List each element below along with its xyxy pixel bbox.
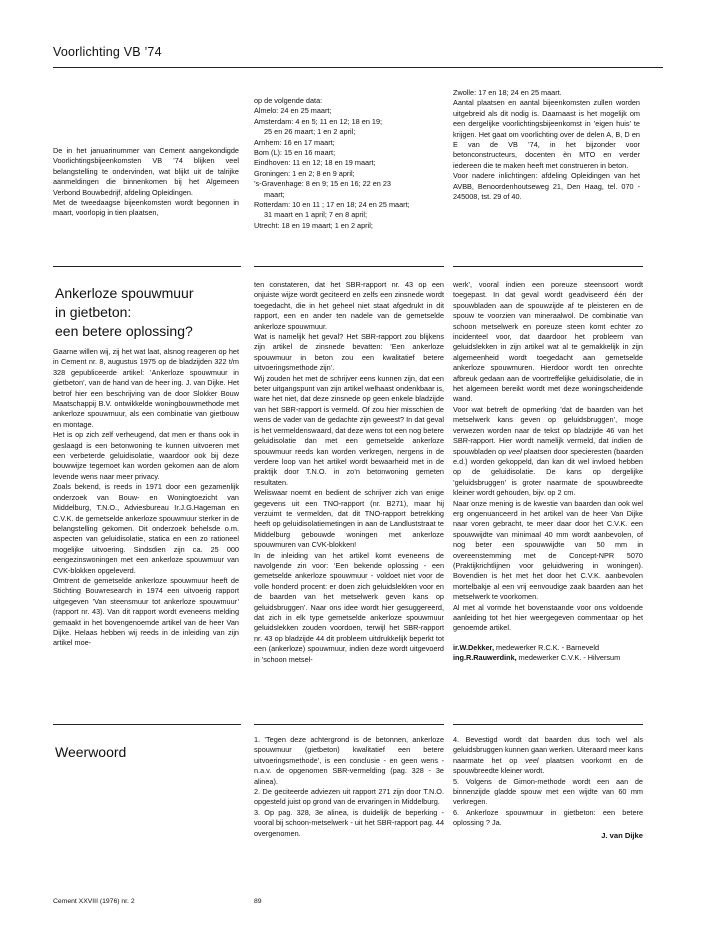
- article-col3-para-1: werk’, vooral indien een poreuze steensoort wordt toegepast. In dat geval wordt geadviseerd één der spouwbladen aan de spouwzijde af te pleisteren en de spouw te voorzien van mineraalwol. De combinatie van schoon metselwerk en poreuze steen komt echter zo incidenteel voor, dat daardoor het probleem van geluidslekken in zijn artikel wat al te gemakkelijk in zijn algemeenheid wordt toegedacht aan gemetselde ankerloze spouwmuren. Hierdoor wordt ten onrechte afbreuk gedaan aan de voortreffelijke geluidisolatie, die in het algemeen bereikt wordt met deze woningscheidende wand.: [453, 280, 643, 404]
- dates-intro: op de volgende data:: [254, 96, 323, 105]
- date-utrecht: Utrecht: 18 en 19 maart; 1 en 2 april;: [254, 220, 373, 230]
- top-column-3: [453, 88, 640, 202]
- date-gravenhage: ’s-Gravenhage: 8 en 9; 15 en 16; 22 en 23: [254, 179, 391, 189]
- top-col3-para-2: Aantal plaatsen en aantal bijeenkomsten zullen worden uitgebreid als dit nodig is. Daarnaast is het mogelijk om een dergelijke voorlichtingsbijeenkomst in ’eigen huis’ te krijgen. Het gaat om voorlichting over de delen A, B, D en E van de VB ’74, in het bijzonder voor betonconstructeurs, docenten èn MTO en verder iedereen die te maken heeft met construeren in beton.: [453, 98, 640, 170]
- article-signatures: [453, 643, 643, 664]
- reply-point-2: 2. De geciteerde adviezen uit rapport 271 zijn door T.N.O. opgesteld juist op grond van de ervaringen in Middelburg.: [254, 787, 444, 807]
- article-column-2: ten constateren, dat het SBR-rapport nr. 43 op een onjuiste wijze wordt geciteerd en zelfs een zinsnede wordt toegedacht, die in het geheel niet staat afgedrukt in dit rapport, een en ander ten nadele van de gemetselde ankerloze spouwmuur. Wat is namelijk het geval? Het SBR-rapport zou blijkens zijn artikel de zinsnede bevatten: ’Een ankerloze spouwmuur in beton zou een kwalitatief betere uitvoeringsmethode zijn’. Wij zouden het met de schrijver eens kunnen zijn, dat een beter uitgangspunt van zijn artikel welhaast ondenkbaar is, ware het niet, dat deze zinsnede op geen enkele bladzijde van het SBR-rapport is vermeld. Of zou hier misschien de wens de vader van de gedachte zijn geweest? In dat geval is het vermeldenswaard, dat deze wens tot een nog betere geluidisolatie dan met een gemetselde ankerloze spouwmuur reeds kan worden verkregen, nergens in de verdere loop van het artikel wordt bewaarheid met in de praktijk door T.N.O. in zo’n betonwoning gemeten resultaten. Weliswaar noemt en bedient de schrijver zich van enige gegevens uit een TNO-rapport (nr. B271), maar hij verzuimt te vermelden, dat dit TNO-rapport betrekking heeft op geluidisolatiemetingen in aan de Landluststraat te Middelburg gebouwde woningen met ankerloze spouwmuren van CVK-blokken! In de inleiding van het artikel komt eveneens de navolgende zin voor: ’Een bekende oplossing - een gemetselde ankerloze spouwmuur - voldoet niet voor de volle honderd procent: er doen zich geluidslekken voor en de baarden van het metselwerk geven kans op geluidsbruggen’. Naar ons idee wordt hier gesuggereerd, dat zich in elk type gemetselde ankerloze spouwmuur geluidslekken zouden voordoen, terwijl het SBR-rapport nr. 43 op bladzijde 44 dit probleem uitdrukkelijk beperkt tot een (ankerloze) spouwmuur, indien deze wordt uitgevoerd in ’schoon metsel-: [254, 280, 444, 664]
- section-rule-2: [254, 266, 444, 267]
- section-rule-5: [254, 724, 444, 725]
- date-gravenhage-cont: maart;: [264, 189, 285, 199]
- date-groningen: Groningen: 1 en 2; 8 en 9 april;: [254, 168, 355, 178]
- article-column-1: Gaarne willen wij, zij het wat laat, alsnog reageren op het in Cement nr. 8, augustus 1975 op de bladzijden 322 t/m 328 gepubliceerde artikel: ’Ankerloze spouwmuur in gietbeton’, van de hand van de heer ing. J. van Dijke. Het betrof hier een beschrijving van de door Slokker Bouw Maatschappij B.V. ontwikkelde woningbouwmethode met ankerloze spouwmuur, als een combinatie van gietbouw en montage. Het is op zich zelf verheugend, dat men er thans ook in geslaagd is een betonwoning te kunnen uitvoeren met een verbeterde geluidisolatie, waardoor ook bij deze bouwwijze tegemoet kan worden gekomen aan de alom levende wens naar meer privacy. Zoals bekend, is reeds in 1971 door een gezamenlijk onderzoek van Bouw- en Woningtoezicht van Middelburg, T.N.O., Adviesbureau Ir.J.G.Hageman en C.V.K. de gemetselde ankerloze spouwmuur sterker in de belangstelling gekomen. Dit onderzoek behelsde o.m. aspecten van geluidisolatie, statica en een zo rationeel mogelijke uitvoering. Sindsdien zijn ca. 25 000 eengezinswoningen met een ankerloze spouwmuur van CVK-blokken opgeleverd. Omtrent de gemetselde ankerloze spouwmuur heeft de Stichting Bouwresearch in 1974 een uitvoerig rapport uitgegeven ’Van steensmuur tot ankerloze spouwmuur’ (rapport nr. 43). Van dit rapport wordt eveneens melding gemaakt in het bovengenoemde artikel van de heer Van Dijke. Helaas hebben wij reeds in de inleiding van zijn artikel moe-: [53, 347, 239, 648]
- reply-point-1: 1. ’Tegen deze achtergrond is de betonnen, ankerloze spouwmuur (gietbeton) kwalitatief een betere uitvoeringsmethode’, is een conclusie - en geen wens - n.a.v. de opgenomen SBR-vermelding (pag. 328 - 3e alinea).: [254, 735, 444, 786]
- date-amsterdam: Amsterdam: 4 en 5; 11 en 12; 18 en 19;: [254, 116, 383, 126]
- top-col1-para-2: Met de tweedaagse bijeenkomsten wordt begonnen in maart, voorlopig in tien plaatsen,: [53, 198, 239, 218]
- date-rotterdam: Rotterdam: 10 en 11 ; 17 en 18; 24 en 25 maart;: [254, 200, 410, 210]
- signature-2-role: medewerker C.V.K. - Hilversum: [516, 653, 621, 663]
- date-bom: Bom (L): 15 en 16 maart;: [254, 148, 336, 158]
- reply-signature: J. van Dijke: [601, 830, 643, 840]
- reply-point-4b: plaatsen voorkomt en de spouwbreedte kleiner wordt.: [453, 755, 644, 776]
- signature-2-name: ing.R.Rauwerdink,: [453, 653, 517, 663]
- article-col3-em-veel: veel: [508, 446, 522, 456]
- article-col3-para-4: Al met al vormde het bovenstaande voor ons voldoende aanleiding tot het hier weergegeven commentaar op het genoemde artikel.: [453, 602, 643, 633]
- top-column-2-dates: [254, 96, 444, 231]
- article-col3-para-3: Naar onze mening is de kwestie van baarden dan ook wel erg ongenuanceerd in het artikel van de heer Van Dijke naar voren gebracht, te meer daar door het C.V.K. een spouwwijdte van minimaal 40 mm wordt aanbevolen, of nog beter een spouwwijdte van 50 mm in overeenstemming met de Concept-NPR 5070 (Praktijkrichtlijnen voor geluidwering in woningen). Bovendien is het met het door het C.V.K. aanbevolen mortelbakje al een vrij eenvoudige zaak baarden aan het metselwerk te voorkomen.: [453, 498, 643, 602]
- article-title-line-3: een betere oplossing?: [55, 323, 193, 339]
- section-rule-1: [53, 266, 241, 267]
- top-col3-para-3: Voor nadere inlichtingen: afdeling Opleidingen van het AVBB, Benoordenhoutseweg 21, Den Haag, tel. 070 - 245008, tst. 29 of 40.: [453, 171, 640, 202]
- reply-title: Weerwoord: [55, 744, 127, 760]
- top-col3-para-1: Zwolle: 17 en 18; 24 en 25 maart.: [453, 88, 562, 97]
- reply-column-2: [254, 735, 444, 839]
- section-rule-3: [453, 266, 643, 267]
- article-col3-para-2b: plaatsen door specieresten (baarden e.d.) worden gekoppeld, dan kan dit wel invloed hebben op de geluidisolatie. De kans op dergelijke ’geluidsbruggen’ is groter naarmate de spouwbreedte kleiner wordt gehouden, bijv. op 2 cm.: [453, 446, 644, 498]
- top-col1-para-1: De in het januarinummer van Cement aangekondigde Voorlichtingsbijeenkomsten VB ’74 blijken veel belangstelling te ondervinden, wat blijkt uit de talrijke aanmeldingen die binnenkomen bij het Algemeen Verbond Bouwbedrijf, afdeling Opleidingen.: [53, 146, 239, 197]
- reply-column-3: [453, 735, 643, 841]
- date-rotterdam-cont: 31 maart en 1 april; 7 en 8 april;: [264, 210, 368, 220]
- section-rule-4: [53, 724, 241, 725]
- date-almelo: Almelo: 24 en 25 maart;: [254, 106, 332, 116]
- article-title-line-1: Ankerloze spouwmuur: [55, 285, 194, 301]
- reply-em-veel: veel: [525, 755, 539, 765]
- top-column-1: [53, 146, 239, 219]
- article-title: [55, 284, 243, 341]
- article-title-line-2: in gietbeton:: [55, 304, 132, 320]
- footer-page-number: 89: [254, 898, 262, 905]
- signature-1-role: medewerker R.C.K. - Barneveld: [493, 642, 600, 652]
- reply-point-5: 5. Volgens de Gimon-methode wordt een aan de binnenzijde gladde spouw met een wijdte van 60 mm verkregen.: [453, 776, 643, 807]
- article-col3-para-2: [453, 405, 643, 499]
- footer-journal: Cement XXVIII (1976) nr. 2: [53, 898, 135, 905]
- reply-point-3: 3. Op pag. 328, 3e alinea, is duidelijk de beperking - vooral bij schoon-metselwerk - uit het SBR-rapport pag. 44 overgenomen.: [254, 807, 444, 838]
- date-eindhoven: Eindhoven: 11 en 12; 18 en 19 maart;: [254, 158, 376, 168]
- section-rule-6: [453, 724, 643, 725]
- page-header-title: Voorlichting VB ’74: [53, 45, 162, 59]
- date-arnhem: Arnhem: 16 en 17 maart;: [254, 137, 335, 147]
- date-amsterdam-cont: 25 en 26 maart; 1 en 2 april;: [264, 127, 356, 137]
- signature-1-name: ir.W.Dekker,: [453, 642, 494, 652]
- header-rule: [53, 67, 663, 68]
- reply-point-6: 6. Ankerloze spouwmuur in gietbeton: een betere oplossing ? Ja.: [453, 807, 643, 828]
- article-column-3: [453, 280, 643, 664]
- reply-point-4: [453, 735, 643, 777]
- reply-point-4a: 4. Bevestigd wordt dat baarden dus toch wel als geluidsbruggen kunnen gaan werken. Uiteraard meer kans naarmate het op: [453, 735, 643, 765]
- article-col3-para-2a: Voor wat betreft de opmerking ’dat de baarden van het metselwerk kans geven op geluidsbruggen’, moge verwezen worden naar de tekst op bladzijde 46 van het SBR-rapport. Hier wordt namelijk vermeld, dat indien de spouwbladen op: [453, 404, 643, 456]
